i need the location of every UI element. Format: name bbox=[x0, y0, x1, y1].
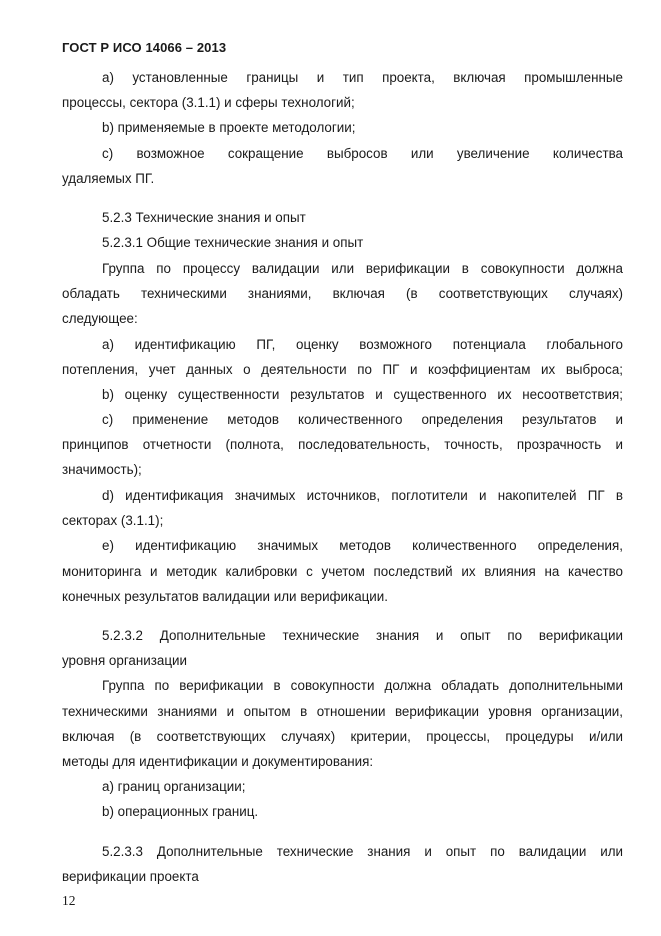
list-item-e-line1: е) идентификацию значимых методов количественного определения, bbox=[102, 538, 623, 553]
list-item-c-line1: с) применение методов количественного определения результатов и bbox=[102, 412, 623, 427]
list-item-a-line1: а) установленные границы и тип проекта, включая промышленные bbox=[102, 70, 623, 85]
paragraph-line: техническими знаниями и опытом в отношении верификации уровня организации, bbox=[62, 704, 623, 719]
list-item-a-line2: потепления, учет данных о деятельности по ПГ и коэффициентам их выброса; bbox=[62, 362, 623, 377]
page-number: 12 bbox=[62, 893, 76, 908]
section-heading-5-2-3-3-line1: 5.2.3.3 Дополнительные технические знания и опыт по валидации или bbox=[102, 844, 623, 859]
section-heading-5-2-3: 5.2.3 Технические знания и опыт bbox=[102, 210, 306, 225]
document-header: ГОСТ Р ИСО 14066 – 2013 bbox=[62, 40, 227, 55]
paragraph-line: следующее: bbox=[62, 311, 138, 326]
list-item-d-line1: d) идентификация значимых источников, поглотители и накопителей ПГ в bbox=[102, 488, 623, 503]
paragraph-line: методы для идентификации и документирования: bbox=[62, 754, 374, 769]
section-heading-5-2-3-2-line1: 5.2.3.2 Дополнительные технические знания и опыт по верификации bbox=[102, 628, 623, 643]
paragraph-line: Группа по верификации в совокупности должна обладать дополнительными bbox=[102, 678, 623, 693]
paragraph-line: Группа по процессу валидации или верификации в совокупности должна bbox=[102, 261, 623, 276]
list-item-d-line2: секторах (3.1.1); bbox=[62, 513, 164, 528]
list-item-e-line3: конечных результатов валидации или верификации. bbox=[62, 589, 388, 604]
list-item-c-line1: с) возможное сокращение выбросов или увеличение количества bbox=[102, 146, 623, 161]
section-heading-5-2-3-3-line2: верификации проекта bbox=[62, 869, 199, 884]
list-item-a: а) границ организации; bbox=[102, 779, 246, 794]
section-heading-5-2-3-2-line2: уровня организации bbox=[62, 653, 187, 668]
list-item-c-line3: значимость); bbox=[62, 462, 142, 477]
paragraph-line: включая (в соответствующих случаях) критерии, процессы, процедуры и/или bbox=[62, 729, 623, 744]
list-item-b: b) операционных границ. bbox=[102, 804, 259, 819]
list-item-a-line2: процессы, сектора (3.1.1) и сферы технологий; bbox=[62, 95, 355, 110]
list-item-b: b) оценку существенности результатов и существенного их несоответствия; bbox=[102, 387, 623, 402]
list-item-b: b) применяемые в проекте методологии; bbox=[102, 120, 356, 135]
paragraph-line: обладать техническими знаниями, включая (в соответствующих случаях) bbox=[62, 286, 623, 301]
list-item-c-line2: принципов отчетности (полнота, последовательность, точность, прозрачность и bbox=[62, 437, 623, 452]
list-item-a-line1: а) идентификацию ПГ, оценку возможного потенциала глобального bbox=[102, 337, 623, 352]
list-item-e-line2: мониторинга и методик калибровки с учетом последствий их влияния на качество bbox=[62, 564, 623, 579]
section-heading-5-2-3-1: 5.2.3.1 Общие технические знания и опыт bbox=[102, 235, 364, 250]
list-item-c-line2: удаляемых ПГ. bbox=[62, 171, 155, 186]
